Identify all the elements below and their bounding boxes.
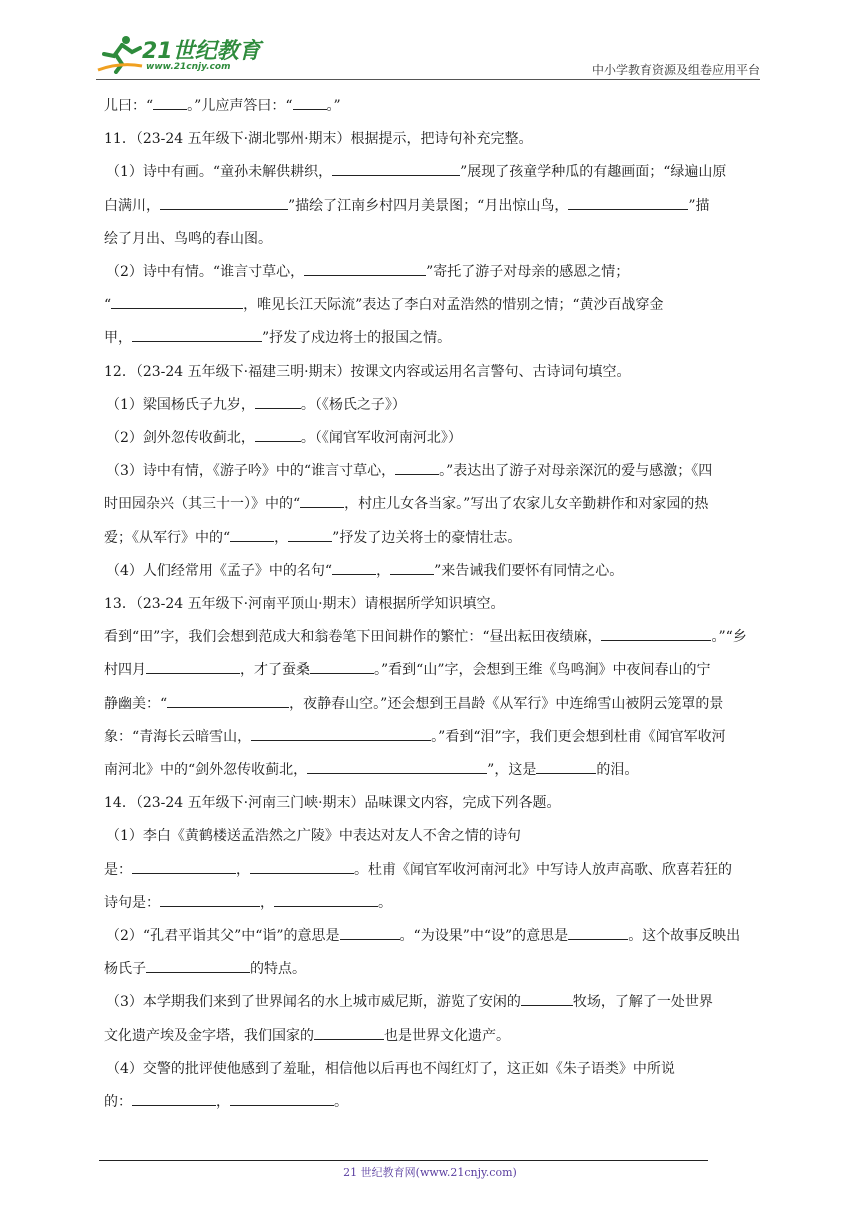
answer-blank[interactable] xyxy=(251,726,431,741)
text-line: 南河北》中的“剑外忽传收蓟北， ”，这是 的泪。 xyxy=(104,754,756,787)
answer-blank[interactable] xyxy=(568,195,688,210)
answer-blank[interactable] xyxy=(111,294,243,309)
answer-blank[interactable] xyxy=(132,327,262,342)
answer-blank[interactable] xyxy=(307,759,487,774)
text-line: 村四月 ，才了蚕桑 。”看到“山”字，会想到王维《鸟鸣涧》中夜间春山的宁 xyxy=(104,654,756,687)
logo-brand: 21世纪教育 xyxy=(142,39,261,64)
text-line: 绘了月出、鸟鸣的春山图。 xyxy=(104,230,272,247)
answer-blank[interactable] xyxy=(132,859,236,874)
answer-blank[interactable] xyxy=(300,493,344,508)
answer-blank[interactable] xyxy=(521,991,573,1006)
text-line: 白满川， ”描绘了江南乡村四月美景图；“月出惊山鸟， ”描 xyxy=(104,190,756,223)
question-13-title: 13．（23-24 五年级下·河南平顶山·期末）请根据所学知识填空。 xyxy=(104,596,505,613)
text-line: （1）诗中有画。“童孙未解供耕织， ”展现了孩童学种瓜的有趣画面；“绿遍山原 xyxy=(104,156,756,189)
text-line: （4）交警的批评使他感到了羞耻，相信他以后再也不闯红灯了，这正如《朱子语类》中所说 xyxy=(106,1060,675,1077)
answer-blank[interactable] xyxy=(132,1091,216,1106)
running-figure-logo-icon xyxy=(96,34,144,74)
text-line: 诗句是： ， 。 xyxy=(104,887,756,920)
header-divider xyxy=(96,79,760,80)
answer-blank[interactable] xyxy=(395,460,439,475)
question-14-title: 14．（23-24 五年级下·河南三门峡·期末）品味课文内容，完成下列各题。 xyxy=(104,795,561,812)
text-line: 看到“田”字，我们会想到范成大和翁卷笔下田间耕作的繁忙：“昼出耘田夜绩麻， 。”“乡 xyxy=(104,621,756,654)
text-line: （3）诗中有情，《游子吟》中的“谁言寸草心， 。”表达出了游子对母亲深沉的爱与感激；《四 xyxy=(104,455,756,488)
text-line: 杨氏子 的特点。 xyxy=(104,953,756,986)
text-line: “ ，唯见长江天际流”表达了李白对孟浩然的惜别之情；“黄沙百战穿金 xyxy=(104,289,756,322)
answer-blank[interactable] xyxy=(230,1091,334,1106)
answer-blank[interactable] xyxy=(601,626,711,641)
text-line: （1）李白《黄鹤楼送孟浩然之广陵》中表达对友人不舍之情的诗句 xyxy=(106,828,521,845)
logo-url: www.21cnjy.com xyxy=(146,62,231,72)
answer-blank[interactable] xyxy=(167,693,289,708)
question-12-title: 12．（23-24 五年级下·福建三明·期末）按课文内容或运用名言警句、古诗词句填空。 xyxy=(104,363,631,380)
text-line: （3）本学期我们来到了世界闻名的水上城市威尼斯，游览了安闲的 牧场，了解了一处世界 xyxy=(104,986,756,1019)
answer-blank[interactable] xyxy=(310,659,374,674)
answer-blank[interactable] xyxy=(255,394,301,409)
answer-blank[interactable] xyxy=(230,527,274,542)
text-line: （2）剑外忽传收蓟北， 。（《闻官军收河南河北》） xyxy=(104,422,756,455)
text-line: 爱；《从军行》中的“ ， ”抒发了边关将士的豪情壮志。 xyxy=(104,522,756,555)
answer-blank[interactable] xyxy=(332,161,460,176)
text-line: 时田园杂兴（其三十一）》中的“ ，村庄儿女各当家。”写出了农家儿女辛勤耕作和对家园的热 xyxy=(104,488,756,521)
answer-blank[interactable] xyxy=(340,925,400,940)
answer-blank[interactable] xyxy=(274,892,378,907)
answer-blank[interactable] xyxy=(288,527,332,542)
answer-blank[interactable] xyxy=(153,95,187,110)
answer-blank[interactable] xyxy=(314,1025,384,1040)
page-header xyxy=(96,30,760,80)
answer-blank[interactable] xyxy=(160,195,288,210)
text-line: （1）梁国杨氏子九岁， 。（《杨氏之子》） xyxy=(104,389,756,422)
answer-blank[interactable] xyxy=(160,892,260,907)
text-line: （4）人们经常用《孟子》中的名句“ ， ”来告诫我们要怀有同情之心。 xyxy=(104,555,756,588)
text-line: （2）诗中有情。“谁言寸草心， ”寄托了游子对母亲的感恩之情； xyxy=(104,256,756,289)
text-line: 是： ， 。杜甫《闻官军收河南河北》中写诗人放声高歌、欣喜若狂的 xyxy=(104,854,756,887)
text-line: 的： ， 。 xyxy=(104,1086,756,1119)
text-line: 儿曰：“ 。”儿应声答曰：“ 。” xyxy=(104,90,756,123)
text-line: 甲， ”抒发了戍边将士的报国之情。 xyxy=(104,322,756,355)
answer-blank[interactable] xyxy=(390,560,434,575)
text-line: 象：“青海长云暗雪山， 。”看到“泪”字，我们更会想到杜甫《闻官军收河 xyxy=(104,721,756,754)
answer-blank[interactable] xyxy=(250,859,354,874)
answer-blank[interactable] xyxy=(568,925,628,940)
platform-title: 中小学教育资源及组卷应用平台 xyxy=(591,63,760,77)
answer-blank[interactable] xyxy=(293,95,327,110)
answer-blank[interactable] xyxy=(146,659,240,674)
answer-blank[interactable] xyxy=(255,427,301,442)
text-line: 文化遗产埃及金字塔，我们国家的 也是世界文化遗产。 xyxy=(104,1020,756,1053)
document-body xyxy=(104,90,756,1119)
answer-blank[interactable] xyxy=(332,560,376,575)
answer-blank[interactable] xyxy=(536,759,596,774)
answer-blank[interactable] xyxy=(146,958,250,973)
footer-divider xyxy=(99,1160,708,1161)
text-line: 静幽美：“ ，夜静春山空。”还会想到王昌龄《从军行》中连绵雪山被阴云笼罩的景 xyxy=(104,688,756,721)
page-footer: 21 世纪教育网(www.21cnjy.com) xyxy=(343,1166,517,1179)
text-line: （2）“孔君平诣其父”中“诣”的意思是 。“为设果”中“设”的意思是 。这个故事反映出 xyxy=(104,920,756,953)
question-11-title: 11．（23-24 五年级下·湖北鄂州·期末）根据提示，把诗句补充完整。 xyxy=(104,131,533,148)
answer-blank[interactable] xyxy=(304,261,426,276)
